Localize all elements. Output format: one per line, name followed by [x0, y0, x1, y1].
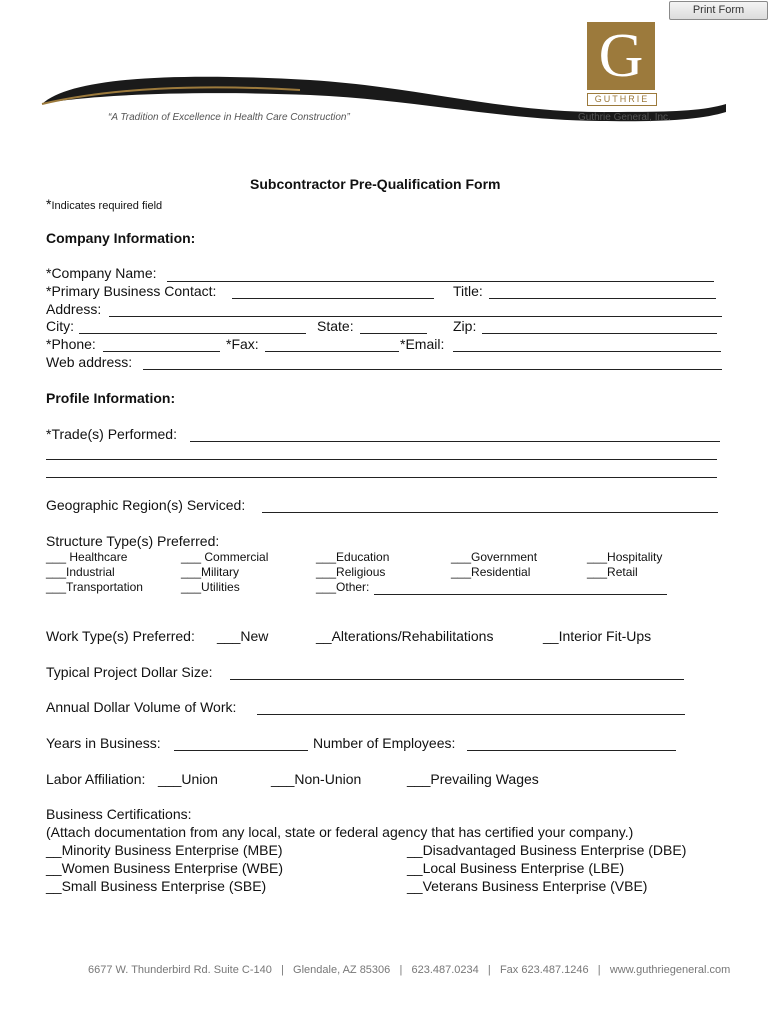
title-label: Title: [453, 283, 483, 299]
structure-option[interactable]: ___Industrial [46, 565, 115, 579]
city-label: City: [46, 318, 74, 334]
project-size-field[interactable] [230, 679, 684, 680]
labor-label: Labor Affiliation: [46, 771, 146, 787]
structure-other-field[interactable] [374, 594, 667, 595]
certs-note: (Attach documentation from any local, state or federal agency that has certified your company.) [46, 824, 634, 840]
structure-option[interactable]: ___Religious [316, 565, 386, 579]
phone-field[interactable] [103, 351, 220, 352]
annual-volume-field[interactable] [257, 714, 685, 715]
title-field[interactable] [489, 298, 716, 299]
company-info-heading: Company Information: [46, 230, 196, 246]
structure-option[interactable]: ___Residential [451, 565, 531, 579]
regions-label: Geographic Region(s) Serviced: [46, 497, 246, 513]
work-type-label: Work Type(s) Preferred: [46, 628, 195, 644]
web-label: Web address: [46, 354, 133, 370]
logo-letter: G [598, 22, 644, 90]
trades-field-line-3[interactable] [46, 477, 717, 478]
work-type-option[interactable]: ___New [217, 628, 269, 644]
cert-option[interactable]: __Veterans Business Enterprise (VBE) [407, 878, 648, 894]
structure-option[interactable]: ___Government [451, 550, 538, 564]
structure-option[interactable]: ___Education [316, 550, 390, 564]
state-label: State: [317, 318, 354, 334]
employees-field[interactable] [467, 750, 676, 751]
structure-heading: Structure Type(s) Preferred: [46, 533, 220, 549]
structure-option[interactable]: ___Other: [316, 580, 370, 594]
cert-option[interactable]: __Disadvantaged Business Enterprise (DBE) [407, 842, 687, 858]
email-label: *Email: [400, 336, 445, 352]
labor-option[interactable]: ___Union [158, 771, 218, 787]
cert-option[interactable]: __Local Business Enterprise (LBE) [407, 860, 625, 876]
fax-label: *Fax: [226, 336, 259, 352]
trades-field[interactable] [190, 441, 720, 442]
city-field[interactable] [79, 333, 306, 334]
company-name: Guthrie General, Inc. [578, 112, 671, 123]
web-field[interactable] [143, 369, 722, 370]
profile-info-heading: Profile Information: [46, 390, 176, 406]
address-field[interactable] [109, 316, 722, 317]
structure-option[interactable]: ___Transportation [46, 580, 143, 594]
cert-option[interactable]: __Women Business Enterprise (WBE) [46, 860, 284, 876]
zip-field[interactable] [482, 333, 717, 334]
structure-option[interactable]: ___Hospitality [587, 550, 663, 564]
required-note [46, 196, 162, 212]
company-name-label: *Company Name: [46, 265, 157, 281]
years-field[interactable] [174, 750, 308, 751]
structure-option[interactable]: ___Retail [587, 565, 638, 579]
tagline: “A Tradition of Excellence in Health Care Construction” [108, 112, 350, 123]
address-label: Address: [46, 301, 102, 317]
years-label: Years in Business: [46, 735, 161, 751]
labor-option[interactable]: ___Prevailing Wages [407, 771, 539, 787]
work-type-option[interactable]: __Interior Fit-Ups [543, 628, 652, 644]
phone-label: *Phone: [46, 336, 96, 352]
fax-field[interactable] [265, 351, 399, 352]
email-field[interactable] [453, 351, 721, 352]
structure-option[interactable]: ___ Commercial [181, 550, 269, 564]
regions-field[interactable] [262, 512, 718, 513]
employees-label: Number of Employees: [313, 735, 456, 751]
trades-label: *Trade(s) Performed: [46, 426, 177, 442]
cert-option[interactable]: __Small Business Enterprise (SBE) [46, 878, 267, 894]
cert-option[interactable]: __Minority Business Enterprise (MBE) [46, 842, 283, 858]
certs-heading: Business Certifications: [46, 806, 192, 822]
labor-option[interactable]: ___Non-Union [271, 771, 362, 787]
primary-contact-label: *Primary Business Contact: [46, 283, 217, 299]
print-form-button[interactable]: Print Form [669, 1, 768, 20]
annual-volume-label: Annual Dollar Volume of Work: [46, 699, 237, 715]
required-note-text: Indicates required field [51, 200, 163, 212]
structure-option[interactable]: ___Military [181, 565, 240, 579]
form-title: Subcontractor Pre-Qualification Form [250, 176, 501, 192]
company-name-field[interactable] [167, 281, 714, 282]
required-star: * [46, 196, 52, 212]
primary-contact-field[interactable] [232, 298, 434, 299]
state-field[interactable] [360, 333, 427, 334]
footer-address: 6677 W. Thunderbird Rd. Suite C-140 | Glendale, AZ 85306 | 623.487.0234 | Fax 623.487.1246 | www.guthriegeneral.com [88, 964, 731, 976]
work-type-option[interactable]: __Alterations/Rehabilitations [316, 628, 494, 644]
structure-option[interactable]: ___ Healthcare [46, 550, 128, 564]
trades-field-line-2[interactable] [46, 459, 717, 460]
project-size-label: Typical Project Dollar Size: [46, 664, 213, 680]
zip-label: Zip: [453, 318, 477, 334]
logo-wordmark: GUTHRIE [587, 93, 657, 106]
structure-option[interactable]: ___Utilities [181, 580, 240, 594]
